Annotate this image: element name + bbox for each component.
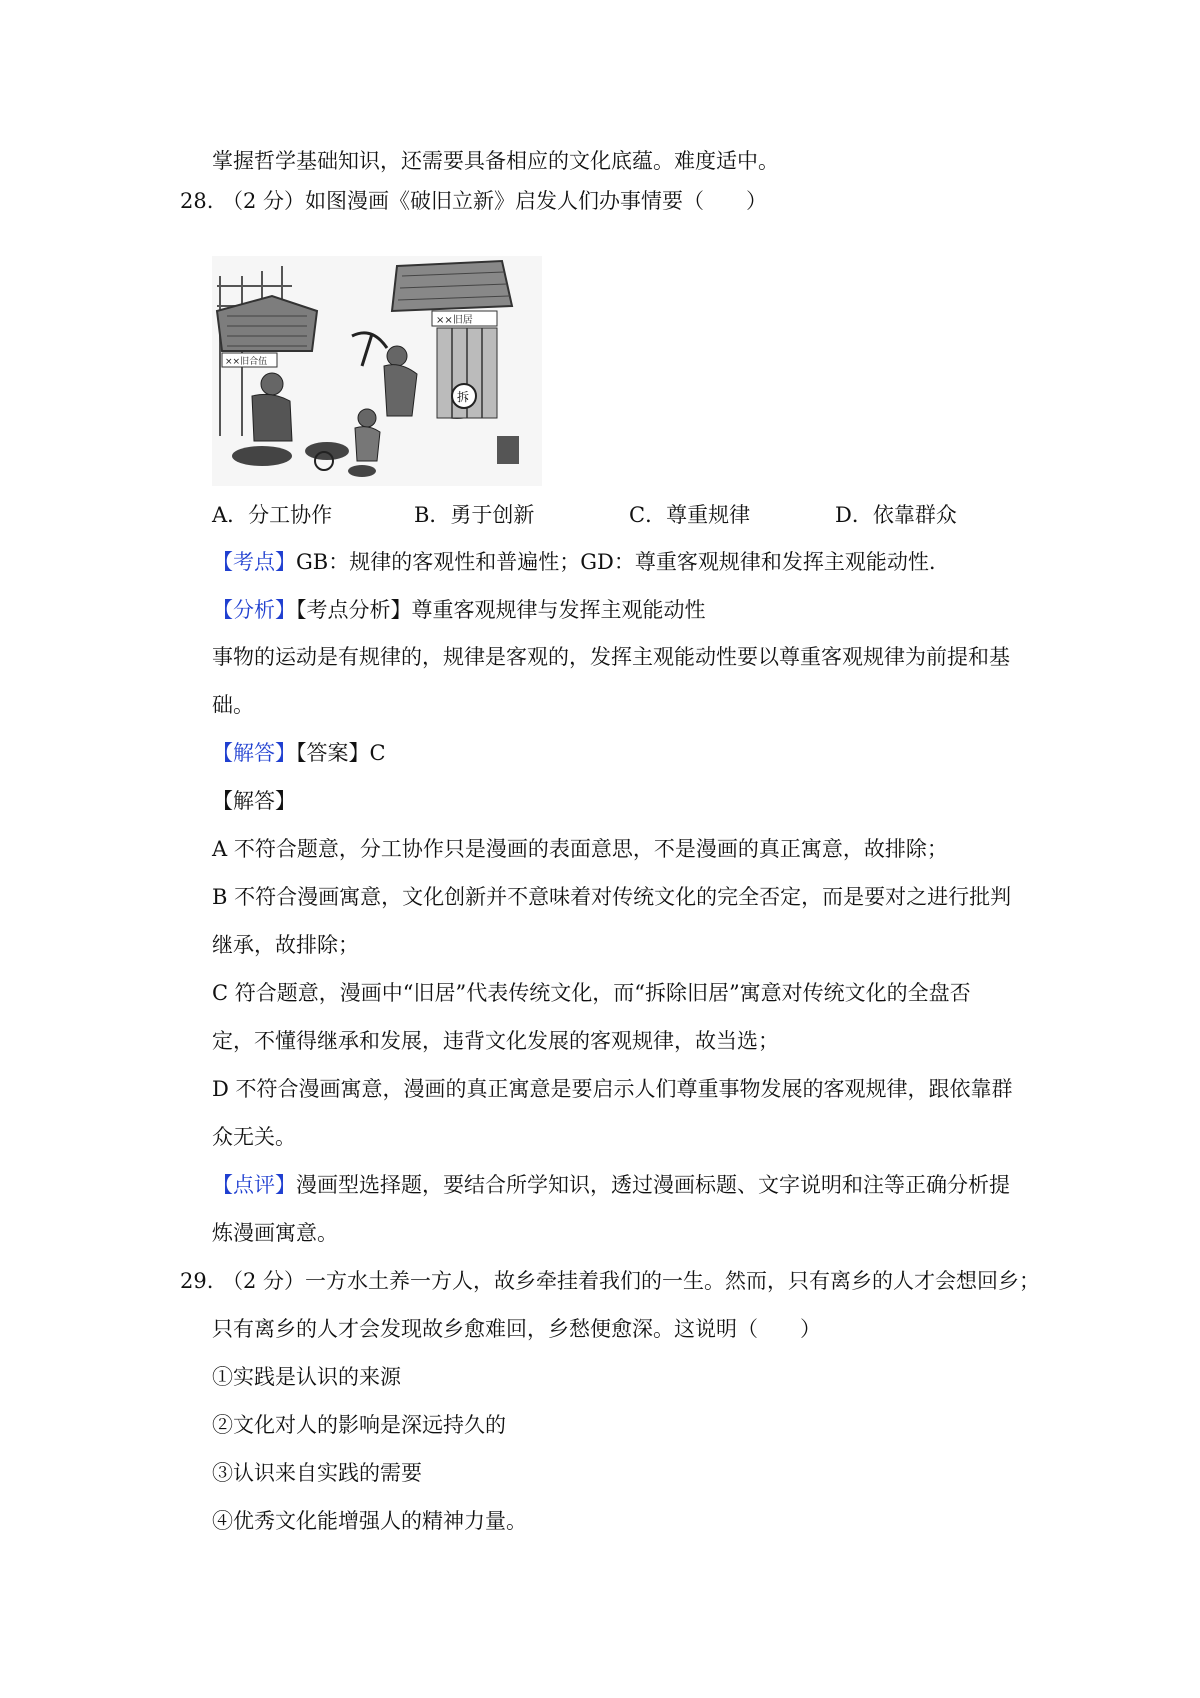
jieda-answer: 【答案】C [296,741,386,765]
cartoon-sign-right: ××旧居 [436,315,473,326]
question-29-stem-1: （2 分）一方水土养一方人，故乡牵挂着我们的一生。然而，只有离乡的人才会想回乡； [222,1269,1041,1293]
question-28-number: 28. [180,189,214,213]
statement-4: ④优秀文化能增强人的精神力量。 [212,1509,527,1533]
question-29-number: 29. [180,1269,214,1293]
intro-line: 掌握哲学基础知识，还需要具备相应的文化底蕴。难度适中。 [212,149,779,173]
fenxi-line [212,595,706,625]
fenxi-tag: 【分析】 [212,598,296,622]
statement-3: ③认识来自实践的需要 [212,1461,422,1485]
jieda-heading: 【解答】 [212,789,296,813]
dianping-line [212,1170,1010,1200]
cartoon-round-sign: 拆 [457,390,470,404]
dianping-tag: 【点评】 [212,1173,296,1197]
cartoon-image [212,256,542,486]
analysis-c-1: C 符合题意，漫画中“旧居”代表传统文化，而“拆除旧居”寓意对传统文化的全盘否 [212,981,971,1005]
fenxi-body-1: 事物的运动是有规律的，规律是客观的，发挥主观能动性要以尊重客观规律为前提和基 [212,645,1010,669]
cartoon-drawing [212,256,542,486]
fenxi-body-2: 础。 [212,693,254,717]
statement-1: ①实践是认识的来源 [212,1365,401,1389]
analysis-c-2: 定，不懂得继承和发展，违背文化发展的客观规律，故当选； [212,1029,779,1053]
kaodian-tag: 【考点】 [212,550,296,574]
kaodian-text: GB：规律的客观性和普遍性；GD：尊重客观规律和发挥主观能动性. [296,550,936,574]
analysis-b-2: 继承，故排除； [212,933,359,957]
question-29-stem-2: 只有离乡的人才会发现故乡愈难回，乡愁便愈深。这说明（ ） [212,1317,821,1341]
jieda-tag: 【解答】 [212,741,296,765]
fenxi-text: 【考点分析】尊重客观规律与发挥主观能动性 [296,598,706,622]
option-b: B．勇于创新 [414,503,535,527]
dianping-text: 漫画型选择题，要结合所学知识，透过漫画标题、文字说明和注等正确分析提 [296,1173,1010,1197]
option-a: A．分工协作 [212,503,333,527]
analysis-b-1: B 不符合漫画寓意，文化创新并不意味着对传统文化的完全否定，而是要对之进行批判 [212,885,1012,909]
cartoon-sign-left: ××旧合伍 [225,357,268,367]
analysis-d-1: D 不符合漫画寓意，漫画的真正寓意是要启示人们尊重事物发展的客观规律，跟依靠群 [212,1077,1013,1101]
analysis-d-2: 众无关。 [212,1125,296,1149]
analysis-a: A 不符合题意，分工协作只是漫画的表面意思，不是漫画的真正寓意，故排除； [212,837,948,861]
question-28-stem: （2 分）如图漫画《破旧立新》启发人们办事情要（ ） [222,189,768,213]
option-d: D．依靠群众 [835,503,957,527]
jieda-line [212,738,386,768]
option-c: C．尊重规律 [629,503,751,527]
dianping-body-2: 炼漫画寓意。 [212,1221,338,1245]
kaodian-line [212,547,936,577]
statement-2: ②文化对人的影响是深远持久的 [212,1413,506,1437]
